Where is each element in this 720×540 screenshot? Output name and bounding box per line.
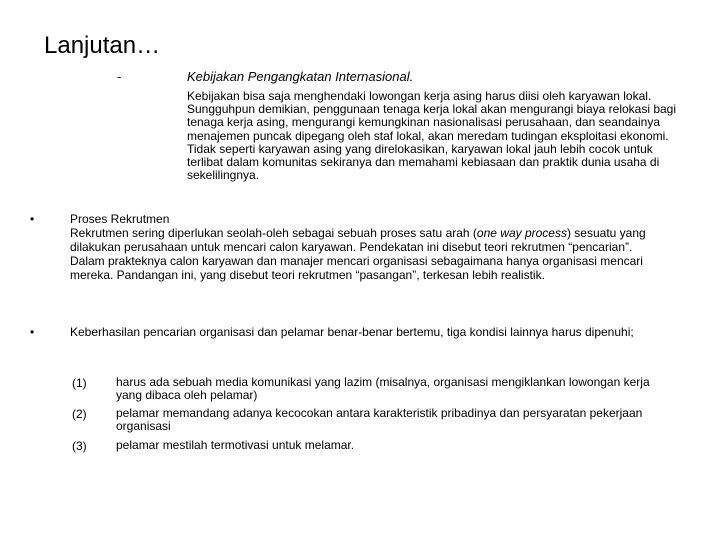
- bullet-2: •: [30, 325, 35, 339]
- recruitment-text-italic: one way process: [476, 226, 567, 240]
- section-recruitment-heading: Proses Rekrutmen: [70, 212, 170, 226]
- bullet-1: •: [30, 212, 35, 226]
- item-1-text: harus ada sebuah media komunikasi yang lazim (misalnya, organisasi mengiklankan lowongan kerja yang dibaca oleh pelamar): [116, 375, 650, 402]
- section-recruitment-text: [70, 226, 670, 282]
- item-3-number: (3): [72, 439, 87, 453]
- sub-paragraph: Kebijakan bisa saja menghendaki lowongan kerja asing harus diisi oleh karyawan lokal. Sungguhpun demikian, penggunaan tenaga kerja lokal akan mengurangi biaya relokasi bagi tenaga kerja asing, mengurangi kemungkinan nasionalisasi perusahaan, dan seandainya menajemen puncak dipegang oleh staf lokal, akan meredam tudingan eksploitasi ekonomi. Tidak seperti karyawan asing yang direlokasikan, karyawan lokal jauh lebih cocok untuk terlibat dalam komunitas sekiranya dan memahami kebiasaan dan praktik dunia usaha di sekelilingnya.: [187, 89, 677, 183]
- item-2-text: pelamar memandang adanya kecocokan antara karakteristik pribadinya dan persyaratan pekerjaan organisasi: [116, 406, 643, 433]
- item-1-number: (1): [72, 376, 87, 390]
- item-3-text: pelamar mestilah termotivasi untuk melamar.: [116, 438, 355, 452]
- recruitment-text-part-2: ) sesuatu yang dilakukan perusahaan untuk mencari calon karyawan. Pendekatan ini disebut teori rekrutmen “pencarian”. Dalam prakteknya calon karyawan dan manajer mencari organisasi sebagaimana hanya organisasi mencari mereka. Pandangan ini, yang disebut teori rekrutmen “pasangan”, terkesan lebih realistik.: [70, 226, 646, 282]
- recruitment-text-part-1: Rekrutmen sering diperlukan seolah-oleh sebagai sebuah proses satu arah (: [70, 226, 477, 240]
- sub-heading: Kebijakan Pengangkatan Internasional.: [187, 69, 414, 84]
- dash-marker: -: [117, 69, 122, 84]
- item-2-number: (2): [72, 407, 87, 421]
- section-recruitment: [70, 212, 670, 282]
- slide-title: Lanjutan…: [44, 32, 161, 59]
- section-conditions-text: Keberhasilan pencarian organisasi dan pelamar benar-benar bertemu, tiga kondisi lainnya harus dipenuhi;: [70, 325, 634, 339]
